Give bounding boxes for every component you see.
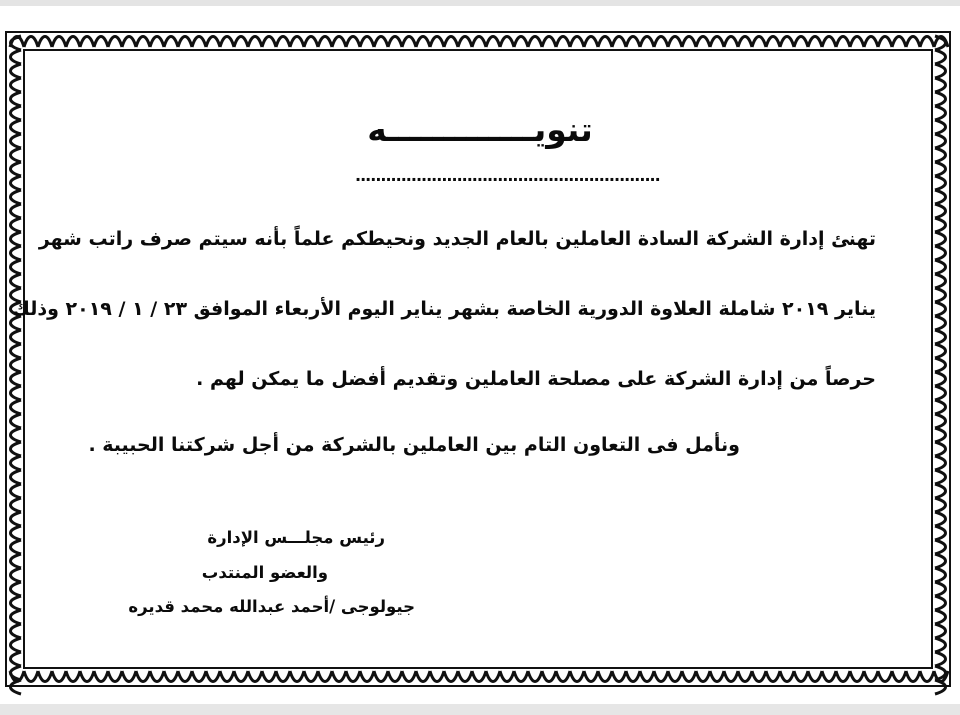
paragraph-4: ونأمل فى التعاون التام بين العاملين بالشركة من أجل شركتنا الحبيبة . — [88, 434, 740, 456]
paragraph-3: حرصاً من إدارة الشركة على مصلحة العاملين وتقديم أفضل ما يمكن لهم . — [196, 368, 876, 390]
page-bottom-strip — [0, 704, 960, 715]
notice-sheet — [0, 6, 960, 706]
paragraph-1: تهنئ إدارة الشركة السادة العاملين بالعام الجديد ونحيطكم علماً بأنه سيتم صرف راتب شهر — [38, 228, 876, 250]
paragraph-2: يناير ٢٠١٩ شاملة العلاوة الدورية الخاصة بشهر يناير اليوم الأربعاء الموافق ٢٣ / ١ / ٢٠١٩ وذلك — [12, 298, 876, 320]
signature-name: جيولوجى /أحمد عبدالله محمد قديره — [128, 597, 415, 616]
signature-position: رئيس مجلـــس الإدارة — [207, 528, 385, 547]
signature-role: والعضو المنتدب — [201, 563, 328, 582]
notice-content — [0, 6, 960, 706]
title-divider: ............................................................ — [355, 166, 660, 185]
page-title: تنويـــــــــــــه — [367, 110, 593, 149]
